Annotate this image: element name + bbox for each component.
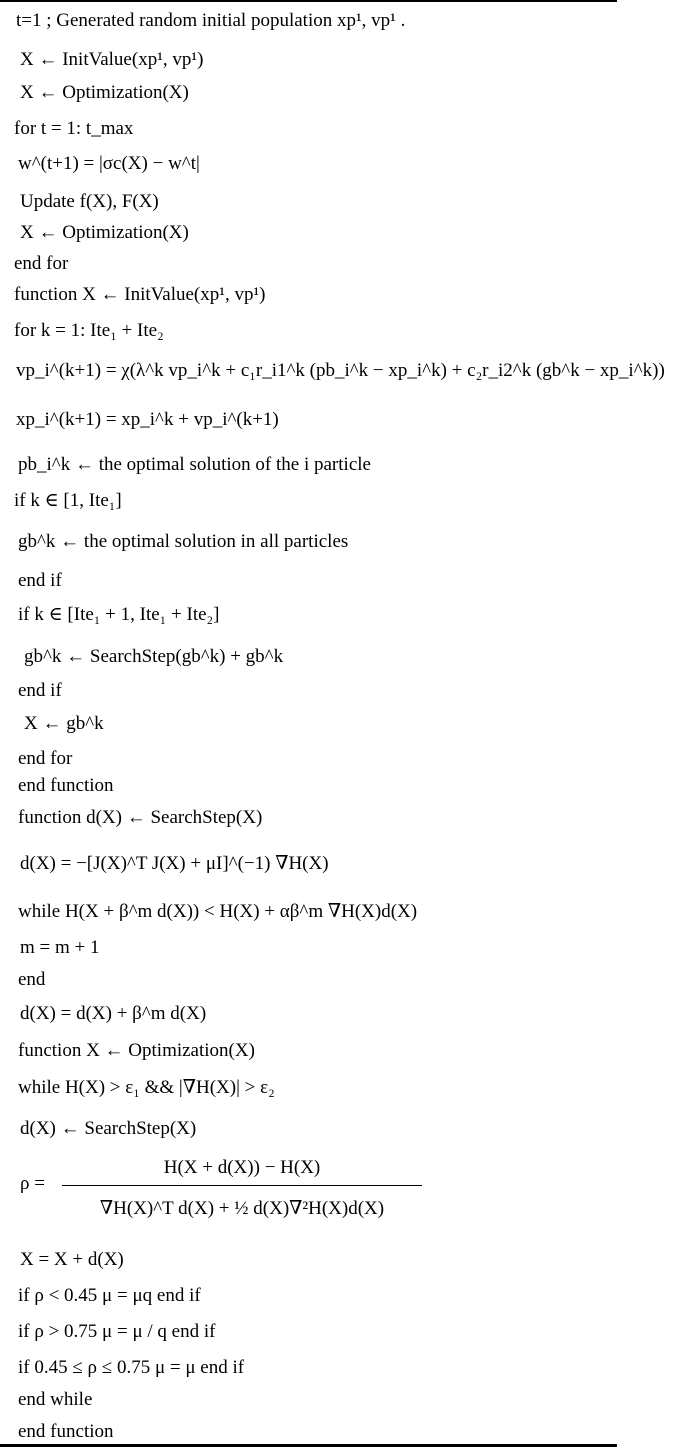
line-gbest-searchstep: gb^k ← SearchStep(gb^k) + gb^k	[24, 646, 284, 667]
line-for-k: for k = 1: Ite₁ + Ite₂	[14, 320, 164, 341]
rho-lhs: ρ =	[20, 1173, 45, 1194]
line-x-initvalue: X ← InitValue(xp¹, vp¹)	[20, 49, 204, 70]
line-x-optimization-2: X ← Optimization(X)	[20, 222, 189, 243]
line-if-rho-low: if ρ < 0.45 μ = μq end if	[18, 1285, 201, 1306]
line-d-formula: d(X) = −[J(X)^T J(X) + μI]^(−1) ∇H(X)	[20, 853, 329, 874]
top-rule	[0, 0, 617, 2]
line-end-while: end while	[18, 1389, 93, 1410]
line-end-function: end function	[18, 775, 114, 796]
line-end-function-2: end function	[18, 1421, 114, 1442]
line-end-if: end if	[18, 570, 62, 591]
bottom-rule	[0, 1444, 617, 1447]
line-x-gbest: X ← gb^k	[24, 713, 104, 734]
line-position-update: xp_i^(k+1) = xp_i^k + vp_i^(k+1)	[16, 409, 279, 430]
line-x-step: X = X + d(X)	[20, 1249, 124, 1270]
line-for-t: for t = 1: t_max	[14, 118, 134, 139]
line-if-rho-mid: if 0.45 ≤ ρ ≤ 0.75 μ = μ end if	[18, 1357, 245, 1378]
line-while-armijo: while H(X + β^m d(X)) < H(X) + αβ^m ∇H(X)d(X)	[18, 901, 418, 922]
line-d-searchstep: d(X) ← SearchStep(X)	[20, 1118, 197, 1139]
line-if-rho-high: if ρ > 0.75 μ = μ / q end if	[18, 1321, 216, 1342]
line-while-eps: while H(X) > ε₁ && |∇H(X)| > ε₂	[18, 1077, 275, 1098]
rho-fraction-bar	[62, 1185, 422, 1186]
line-end-if-2: end if	[18, 680, 62, 701]
line-pbest: pb_i^k ← the optimal solution of the i particle	[18, 454, 371, 475]
rho-numerator: H(X + d(X)) − H(X)	[163, 1157, 321, 1178]
line-update-f: Update f(X), F(X)	[20, 191, 159, 212]
line-d-update: d(X) = d(X) + β^m d(X)	[20, 1003, 207, 1024]
line-end-for: end for	[14, 253, 69, 274]
line-function-initvalue: function X ← InitValue(xp¹, vp¹)	[14, 284, 266, 305]
line-x-optimization: X ← Optimization(X)	[20, 82, 189, 103]
line-m-increment: m = m + 1	[20, 937, 100, 958]
line-w-update: w^(t+1) = |σc(X) − w^t|	[18, 153, 200, 174]
line-function-searchstep: function d(X) ← SearchStep(X)	[18, 807, 263, 828]
line-if-k-stage2: if k ∈ [Ite₁ + 1, Ite₁ + Ite₂]	[18, 604, 220, 625]
line-end: end	[18, 969, 46, 990]
line-function-optimization: function X ← Optimization(X)	[18, 1040, 255, 1061]
line-end-for-2: end for	[18, 748, 73, 769]
line-velocity-update: vp_i^(k+1) = χ(λ^k vp_i^k + c₁r_i1^k (pb_i^k − xp_i^k) + c₂r_i2^k (gb^k − xp_i^k))	[16, 360, 665, 381]
line-init: t=1 ; Generated random initial population xp¹, vp¹ .	[16, 10, 406, 31]
line-gbest: gb^k ← the optimal solution in all particles	[18, 531, 349, 552]
rho-denominator: ∇H(X)^T d(X) + ½ d(X)∇²H(X)d(X)	[99, 1198, 385, 1219]
line-if-k-stage1: if k ∈ [1, Ite₁]	[14, 490, 122, 511]
